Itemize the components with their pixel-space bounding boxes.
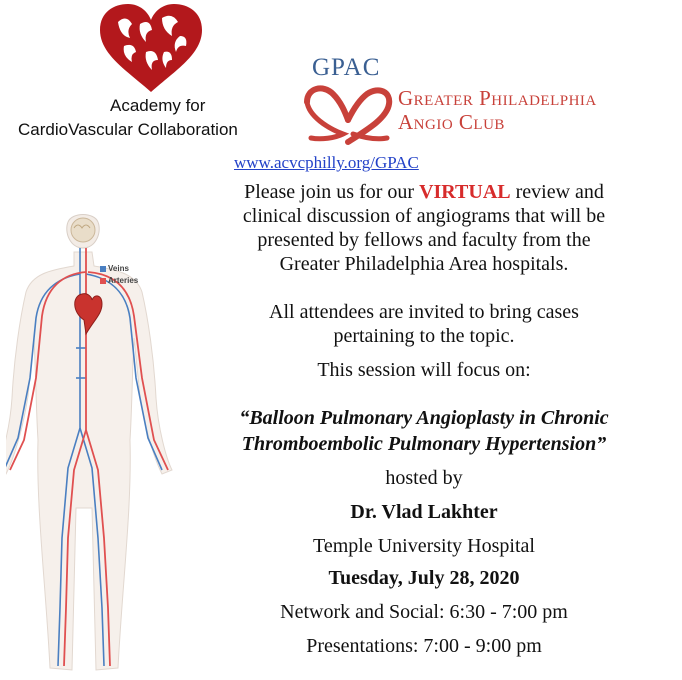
session-date: Tuesday, July 28, 2020 xyxy=(328,567,520,589)
academy-name-line2: CardioVascular Collaboration xyxy=(18,120,238,139)
legend-arteries-label: Arteries xyxy=(108,276,139,285)
invite-text-pre: Please join us for our xyxy=(244,181,420,203)
acvc-heart-logo xyxy=(96,2,206,94)
gpac-name-line1: Greater Philadelphia xyxy=(398,86,597,110)
virtual-highlight: VIRTUAL xyxy=(419,181,511,203)
invite-paragraph-line2: clinical discussion of angiograms that will be xyxy=(242,205,606,227)
academy-name-line1: Academy for xyxy=(110,96,206,115)
gpac-website-link[interactable]: www.acvcphilly.org/GPAC xyxy=(234,153,419,172)
legend-veins-label: Veins xyxy=(108,264,129,273)
invite-paragraph-line3: presented by fellows and faculty from the xyxy=(257,229,591,251)
attendees-line2: pertaining to the topic. xyxy=(333,325,515,347)
presentations-time: Presentations: 7:00 - 9:00 pm xyxy=(306,635,542,657)
invite-paragraph-line1 xyxy=(186,180,662,204)
attendees-line1: All attendees are invited to bring cases xyxy=(269,301,579,323)
gpac-acronym: GPAC xyxy=(312,54,381,81)
host-name: Dr. Vlad Lakhter xyxy=(350,501,498,523)
session-focus-intro: This session will focus on: xyxy=(317,359,531,381)
invite-text-post: review and xyxy=(510,181,604,203)
session-title-line2: Thromboembolic Pulmonary Hypertension” xyxy=(241,433,607,455)
circulatory-system-illustration xyxy=(6,208,196,680)
hosted-by-label: hosted by xyxy=(385,467,463,489)
network-social-time: Network and Social: 6:30 - 7:00 pm xyxy=(280,601,568,623)
invite-paragraph-line4: Greater Philadelphia Area hospitals. xyxy=(279,253,569,275)
host-institution: Temple University Hospital xyxy=(313,535,535,557)
gpac-ribbon-heart-logo xyxy=(303,82,393,146)
gpac-name-line2: Angio Club xyxy=(398,110,505,134)
session-title-line1: “Balloon Pulmonary Angioplasty in Chronic xyxy=(239,407,609,429)
